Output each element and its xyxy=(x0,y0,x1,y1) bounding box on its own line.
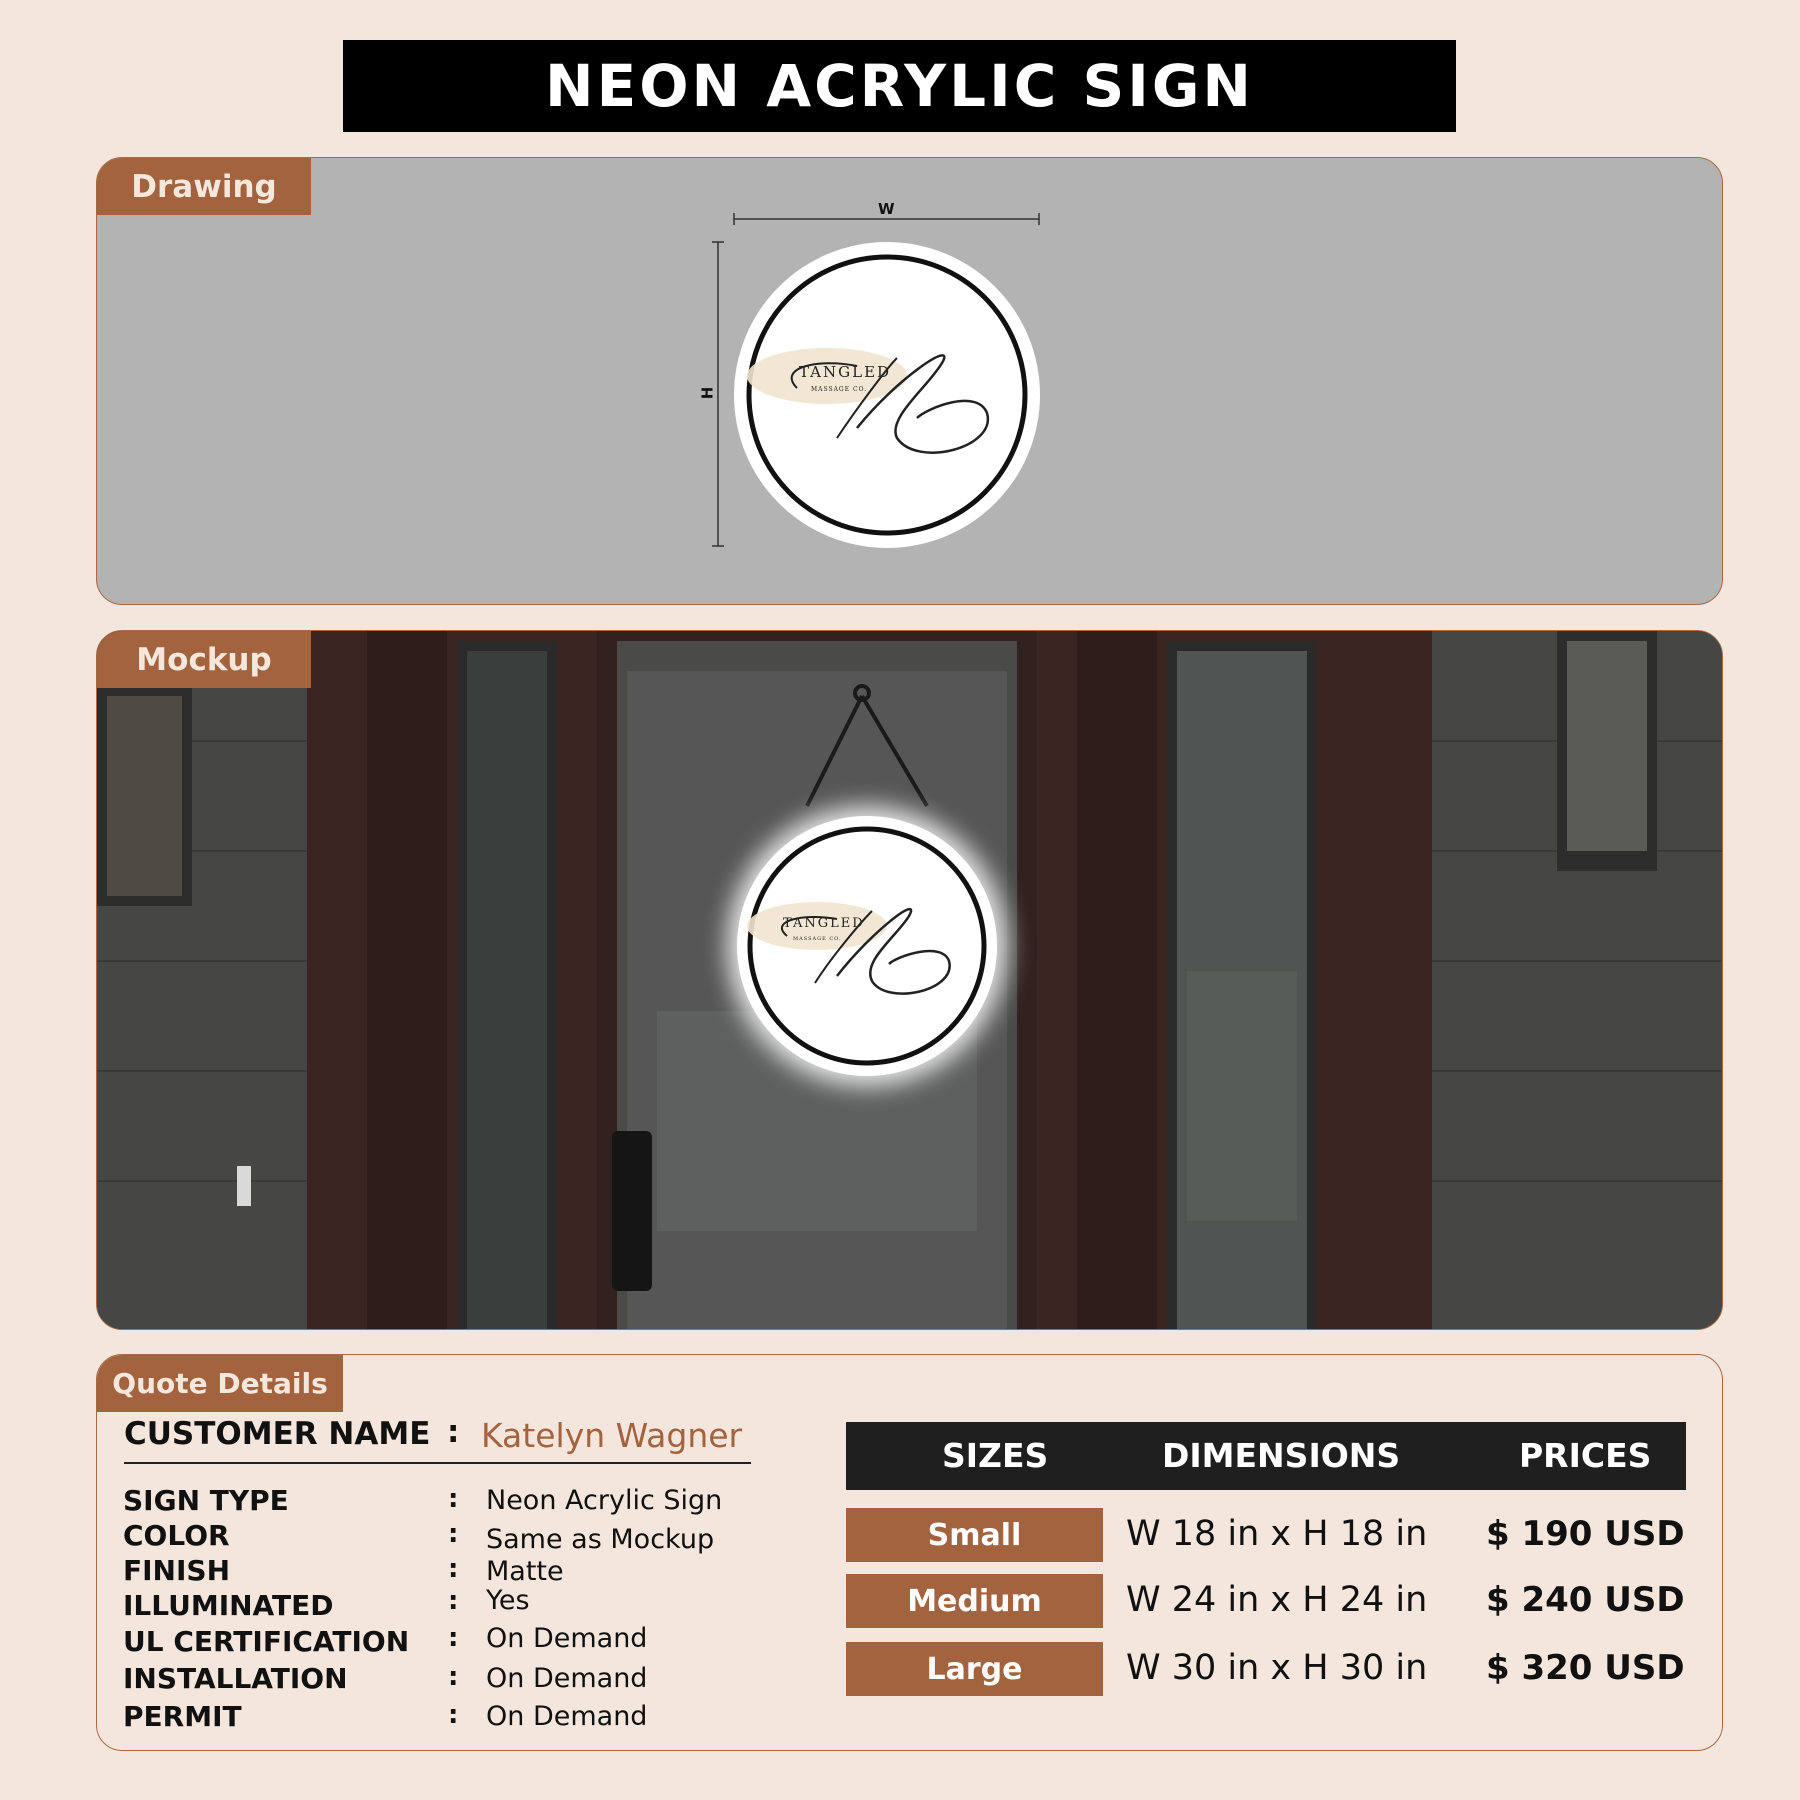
drawing-sign xyxy=(734,242,1040,548)
spec-key-ul-certification: UL CERTIFICATION xyxy=(123,1625,410,1658)
size-small-dimensions: W 18 in x H 18 in xyxy=(1126,1514,1428,1554)
spec-value-sign-type: Neon Acrylic Sign xyxy=(486,1485,723,1516)
spec-colon: : xyxy=(448,1700,459,1730)
size-medium-price: $ 240 USD xyxy=(1486,1580,1685,1620)
logo-main-text: TANGLED xyxy=(799,363,892,381)
logo-sub-text: MASSAGE CO. xyxy=(811,386,868,393)
mockup-logo-sub-text: MASSAGE CO. xyxy=(793,936,842,942)
spec-colon: : xyxy=(448,1554,459,1584)
customer-name-key: CUSTOMER NAME xyxy=(124,1416,431,1452)
spec-colon: : xyxy=(448,1484,459,1514)
spec-value-ul-certification: On Demand xyxy=(486,1623,648,1654)
mockup-logo-main-text: TANGLED xyxy=(783,916,865,931)
spec-value-finish: Matte xyxy=(486,1556,564,1587)
spec-key-color: COLOR xyxy=(123,1519,230,1552)
customer-colon: : xyxy=(447,1414,460,1450)
page-title: NEON ACRYLIC SIGN xyxy=(343,40,1456,132)
drawing-svg xyxy=(97,158,1722,604)
mockup-scene xyxy=(97,631,1722,1329)
size-medium-dimensions: W 24 in x H 24 in xyxy=(1126,1580,1428,1620)
spec-key-permit: PERMIT xyxy=(123,1700,242,1733)
spec-key-illuminated: ILLUMINATED xyxy=(123,1589,334,1622)
size-medium-label: Medium xyxy=(846,1574,1103,1628)
spec-value-illuminated: Yes xyxy=(486,1585,530,1616)
customer-row xyxy=(124,1412,751,1464)
spec-value-permit: On Demand xyxy=(486,1701,648,1732)
spec-key-sign-type: SIGN TYPE xyxy=(123,1484,289,1517)
spec-colon: : xyxy=(448,1519,459,1549)
size-large-label: Large xyxy=(846,1642,1103,1696)
spec-colon: : xyxy=(448,1623,459,1653)
drawing-panel xyxy=(96,157,1723,605)
quote-tab-label: Quote Details xyxy=(97,1355,343,1412)
mockup-tab-label: Mockup xyxy=(97,631,311,688)
header-prices: PRICES xyxy=(1519,1436,1652,1475)
size-small-label: Small xyxy=(846,1508,1103,1562)
spec-colon: : xyxy=(448,1662,459,1692)
sizes-table-header xyxy=(846,1422,1686,1490)
header-sizes: SIZES xyxy=(942,1436,1049,1475)
header-dimensions: DIMENSIONS xyxy=(1162,1436,1401,1475)
width-label: W xyxy=(878,200,895,218)
spec-key-installation: INSTALLATION xyxy=(123,1662,348,1695)
size-large-dimensions: W 30 in x H 30 in xyxy=(1126,1648,1428,1688)
mockup-sign xyxy=(727,806,1007,1086)
customer-name-value: Katelyn Wagner xyxy=(481,1416,743,1455)
drawing-tab-label: Drawing xyxy=(97,158,311,215)
spec-value-installation: On Demand xyxy=(486,1663,648,1694)
spec-colon: : xyxy=(448,1586,459,1616)
spec-value-color: Same as Mockup xyxy=(486,1524,715,1555)
size-small-price: $ 190 USD xyxy=(1486,1514,1685,1554)
size-large-price: $ 320 USD xyxy=(1486,1648,1685,1688)
mockup-panel xyxy=(96,630,1723,1330)
spec-key-finish: FINISH xyxy=(123,1554,230,1587)
height-label: H xyxy=(698,386,717,400)
